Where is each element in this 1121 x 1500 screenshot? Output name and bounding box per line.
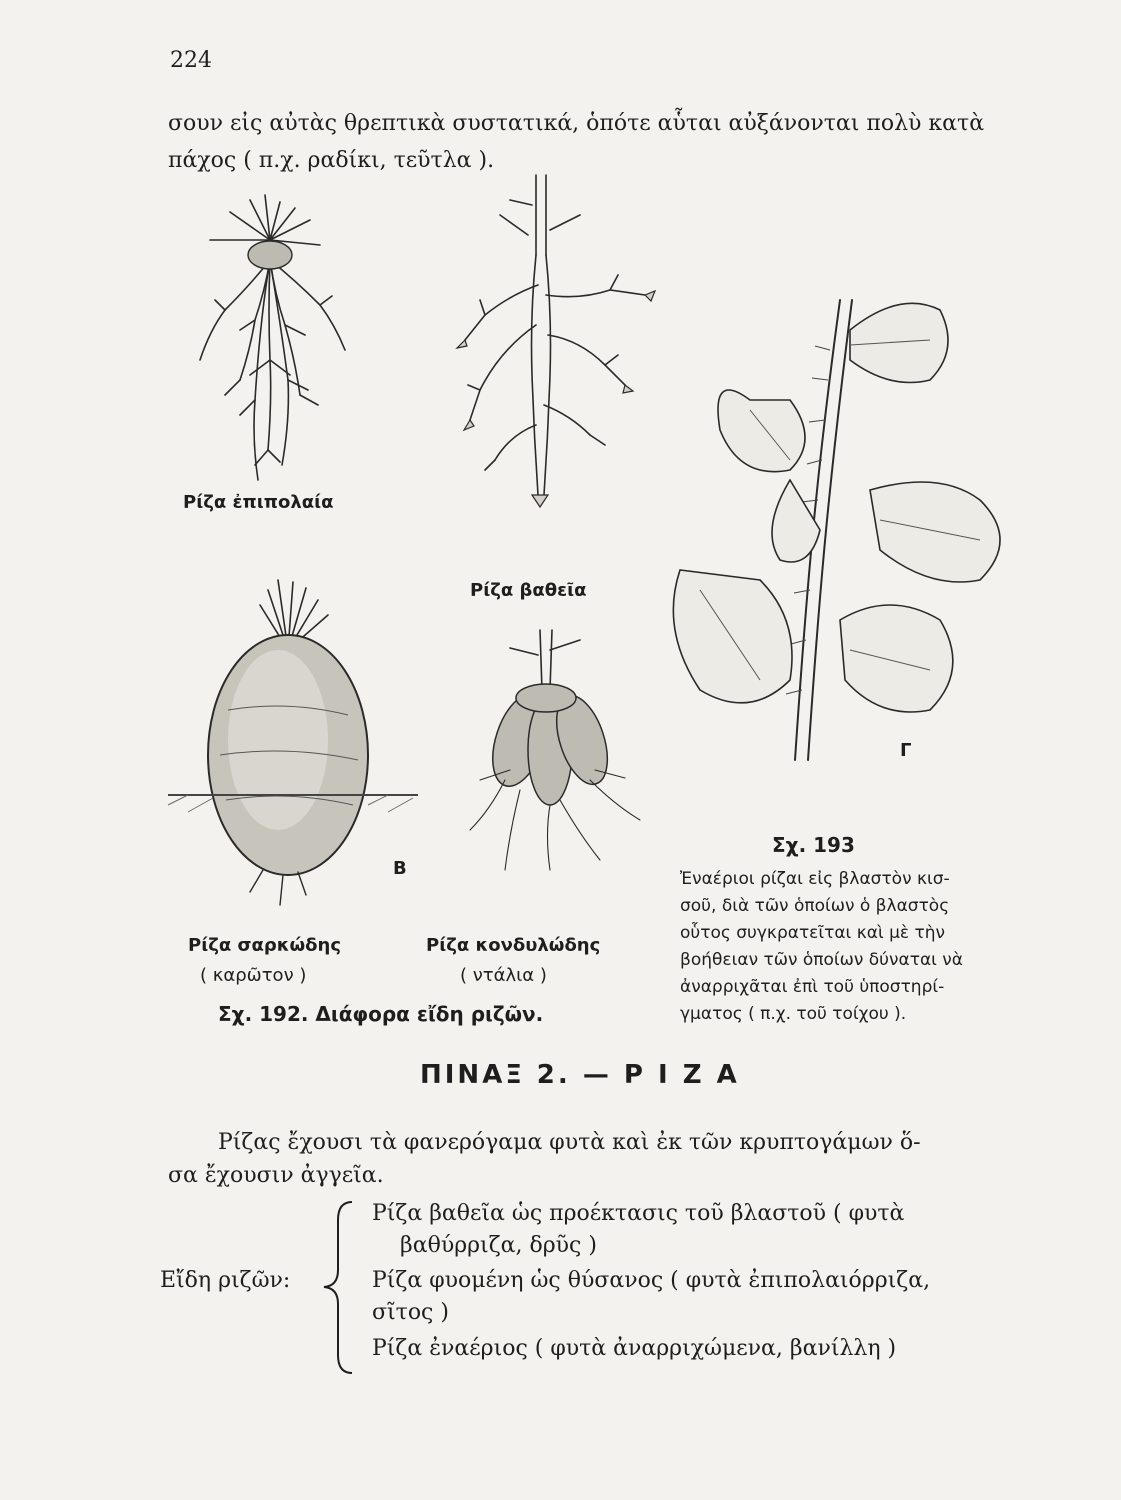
marker-b: Β: [393, 858, 407, 879]
root-type-item: Ρίζα φυομένη ὡς θύσανος ( φυτὰ ἐπιπολαιόρριζα,: [372, 1268, 931, 1293]
surface-root-illustration: [170, 200, 370, 490]
table-intro-line-2: σα ἔχουσιν ἀγγεῖα.: [168, 1163, 384, 1188]
figure-193-desc-line: Ἐναέριοι ρίζαι εἰς βλαστὸν κισ-: [680, 869, 950, 889]
figure-193-desc-line: βοήθειαν τῶν ὁποίων δύναται νὰ: [680, 950, 964, 970]
figure-193-desc-line: γματος ( π.χ. τοῦ τοίχου ).: [680, 1004, 907, 1024]
root-type-item: Ρίζα βαθεῖα ὡς προέκτασις τοῦ βλαστοῦ ( φυτὰ: [372, 1201, 905, 1226]
table-intro-line-1: Ρίζας ἔχουσι τὰ φανερόγαμα φυτὰ καὶ ἐκ τῶν κρυπτογάμων ὅ-: [218, 1130, 921, 1155]
table-title: ΠΙΝΑΞ 2. — Ρ Ι Ζ Α: [420, 1060, 740, 1090]
intro-line-2: πάχος ( π.χ. ραδίκι, τεῦτλα ).: [168, 148, 495, 173]
label-fleshy-root: Ρίζα σαρκώδης: [188, 935, 342, 956]
marker-g: Γ: [900, 740, 912, 761]
root-type-item-cont: βαθύρριζα, δρῦς ): [400, 1233, 597, 1258]
aerial-root-illustration: [640, 290, 1040, 770]
intro-line-1: σουν εἰς αὐτὰς θρεπτικὰ συστατικά, ὁπότε αὗται αὐξάνονται πολὺ κατὰ: [168, 111, 985, 136]
label-tuber-example: ( ντάλια ): [460, 965, 547, 986]
page-number: 224: [170, 48, 212, 73]
label-surface-root: Ρίζα ἐπιπολαία: [183, 492, 334, 513]
root-type-item-cont: σῖτος ): [372, 1300, 449, 1325]
root-types-label: Εἴδη ριζῶν:: [160, 1268, 291, 1293]
figure-193-desc-line: σοῦ, διὰ τῶν ὁποίων ὁ βλαστὸς: [680, 896, 950, 916]
figure-193-heading: Σχ. 193: [772, 833, 855, 857]
fleshy-root-illustration: [168, 580, 418, 910]
label-tap-root: Ρίζα βαθεῖα: [470, 580, 587, 601]
figure-193-desc-line: οὗτος συγκρατεῖται καὶ μὲ τὴν: [680, 923, 946, 943]
tuber-root-illustration: [450, 630, 660, 880]
label-tuber-root: Ρίζα κονδυλώδης: [426, 935, 601, 956]
figure-192-caption: Σχ. 192. Διάφορα εἴδη ριζῶν.: [218, 1002, 544, 1026]
curly-brace: [318, 1200, 358, 1375]
label-fleshy-example: ( καρῶτον ): [200, 965, 307, 986]
figure-193-desc-line: ἀναρριχᾶται ἐπὶ τοῦ ὑποστηρί-: [680, 977, 945, 997]
root-type-item: Ρίζα ἐναέριος ( φυτὰ ἀναρριχώμενα, βανίλλη ): [372, 1336, 897, 1361]
